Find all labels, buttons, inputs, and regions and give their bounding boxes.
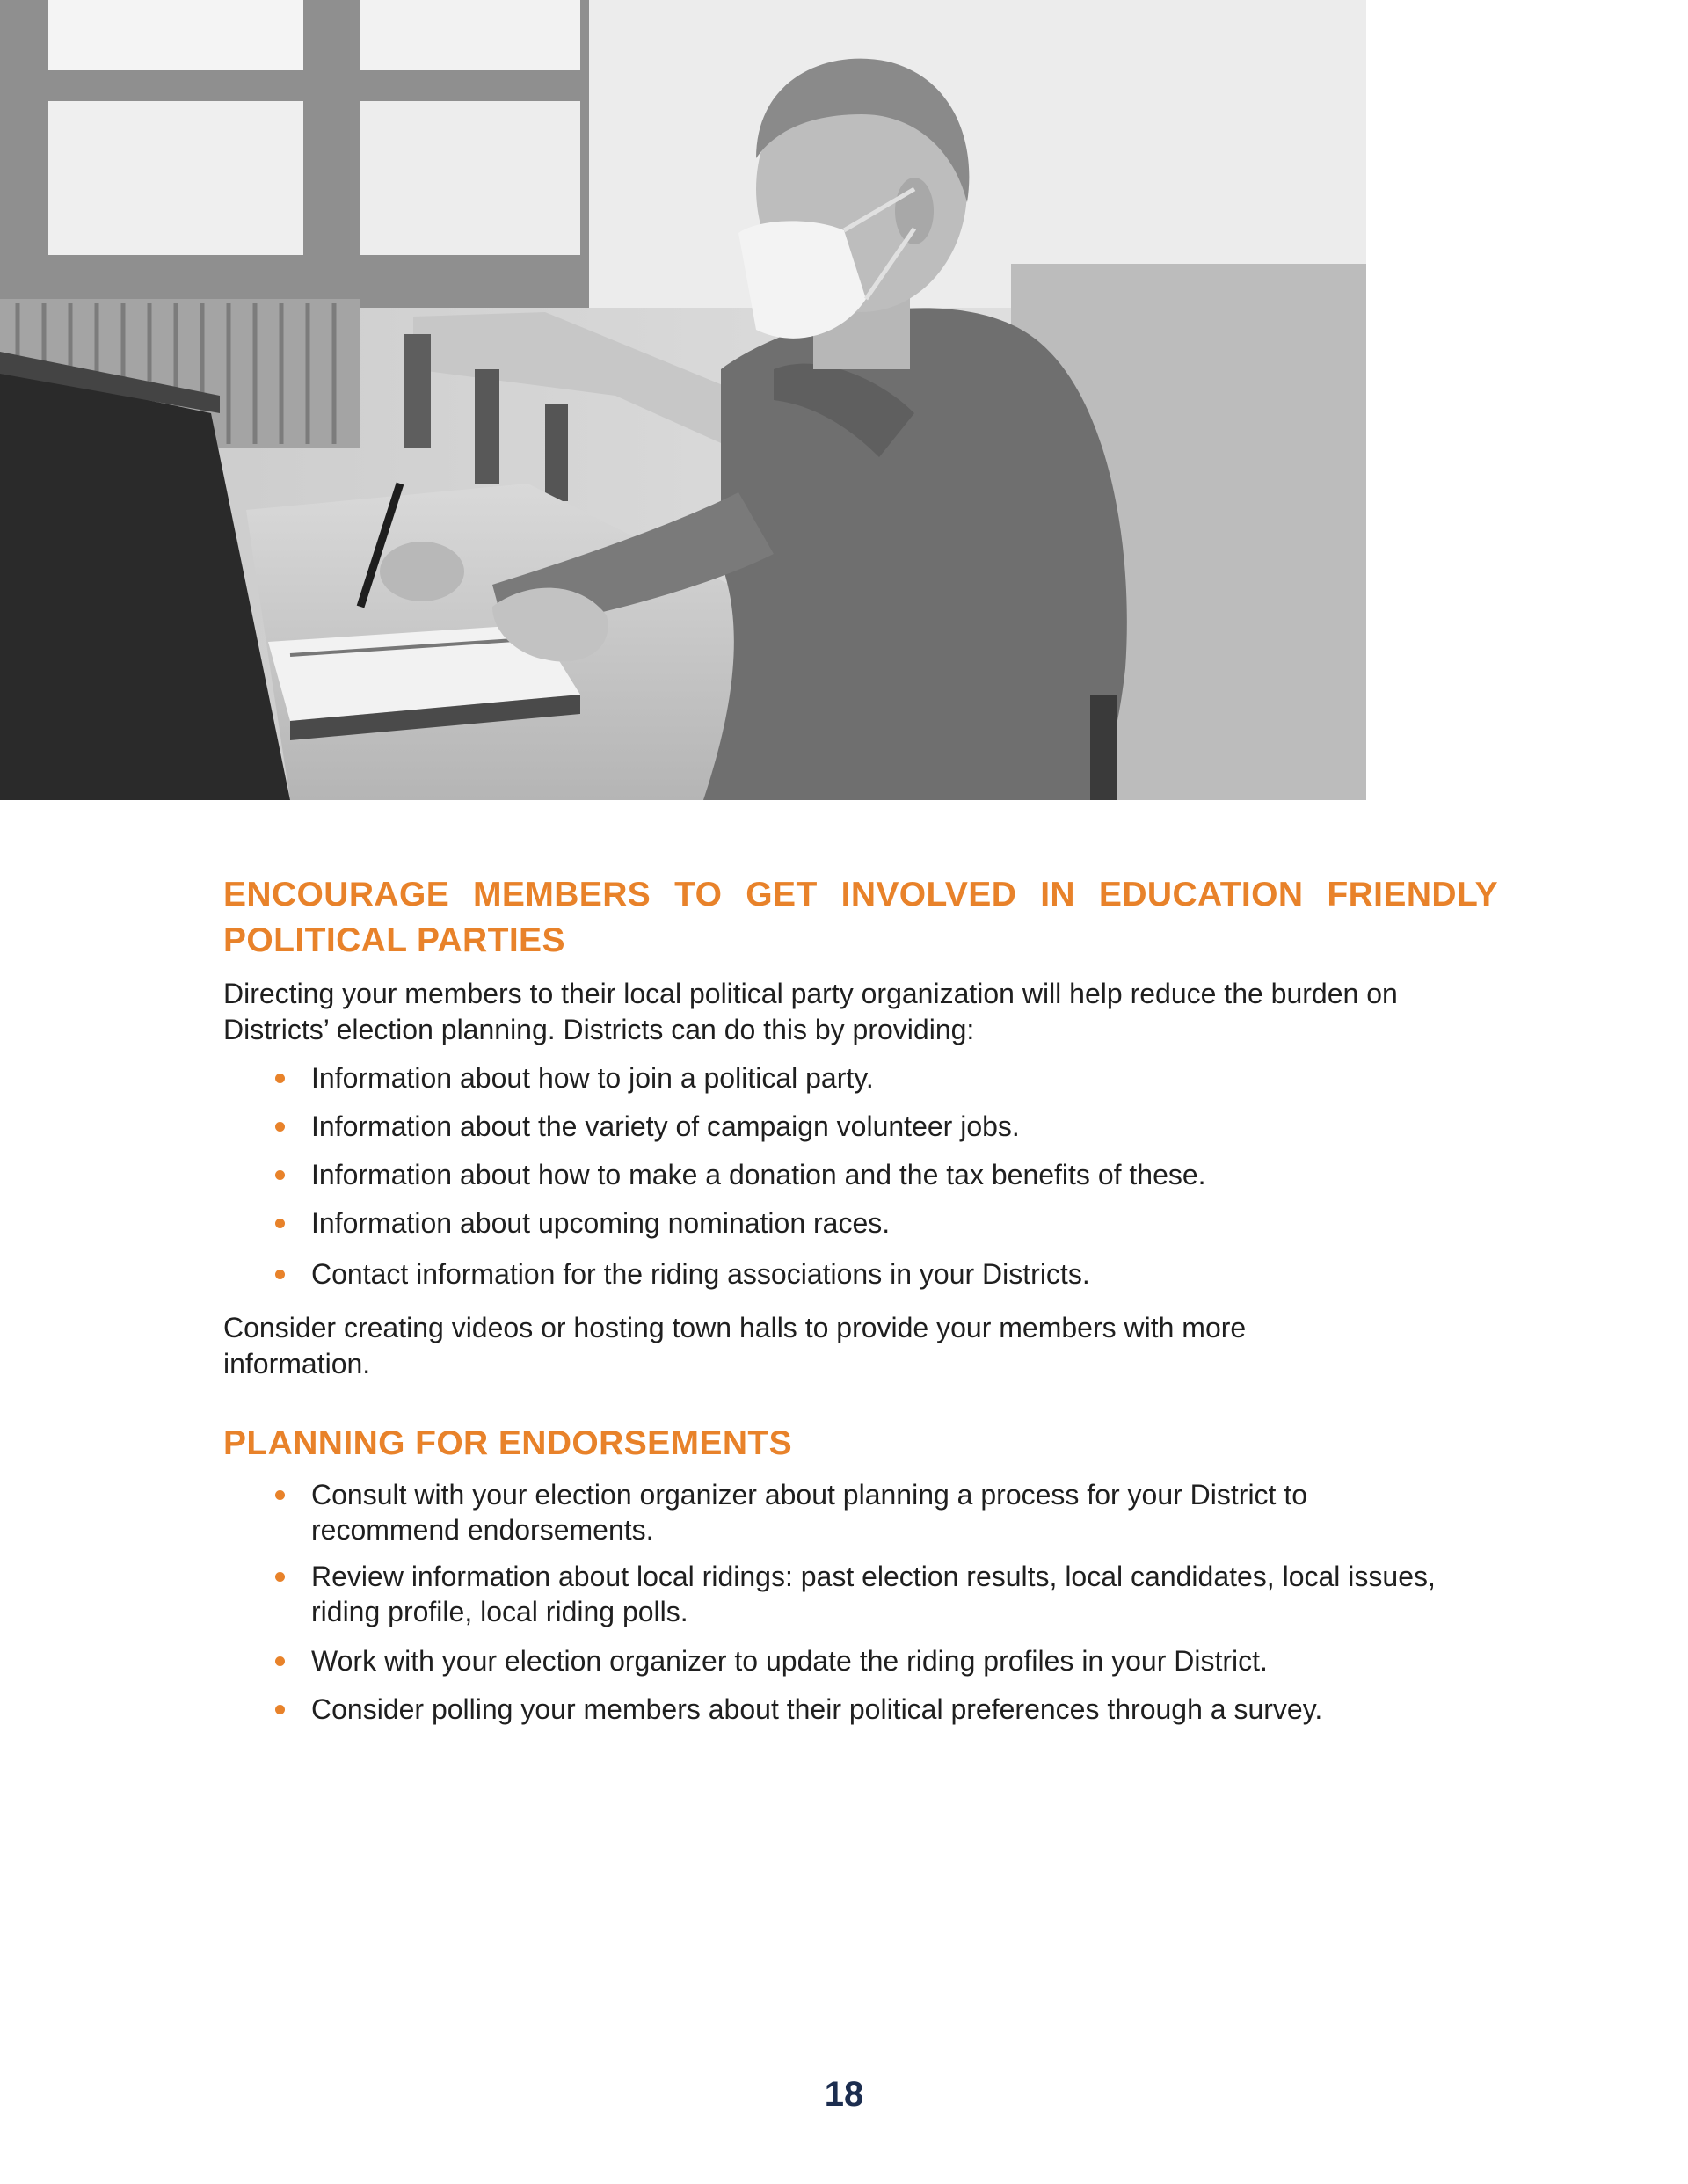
bullet-icon bbox=[275, 1122, 285, 1132]
intro-paragraph: Directing your members to their local political party organization will help reduce the burden on Districts’ election planning. Districts can do this by providing: bbox=[223, 978, 1398, 1045]
section-intro bbox=[223, 976, 1472, 1048]
list-item-text: Review information about local ridings: past election results, local candidates, local issues, riding profile, local riding polls. bbox=[311, 1561, 1436, 1627]
list-item-text: Information about upcoming nomination races. bbox=[311, 1207, 891, 1239]
bullet-icon bbox=[275, 1270, 285, 1279]
bullet-list-endorsements bbox=[223, 1477, 1454, 1740]
bullet-icon bbox=[275, 1170, 285, 1180]
bullet-list-political bbox=[223, 1060, 1498, 1305]
list-item-text: Consider polling your members about their political preferences through a survey. bbox=[311, 1693, 1323, 1725]
list-item bbox=[223, 1205, 1498, 1256]
bullet-icon bbox=[275, 1572, 285, 1582]
list-item bbox=[223, 1060, 1498, 1109]
section-heading-political-parties: ENCOURAGE MEMBERS TO GET INVOLVED IN EDUCATION FRIENDLY POLITICAL PARTIES bbox=[223, 876, 1498, 959]
bullet-icon bbox=[275, 1490, 285, 1500]
list-item-text: Consult with your election organizer about planning a process for your District to recommend endorsements. bbox=[311, 1479, 1308, 1546]
section-heading-endorsements: PLANNING FOR ENDORSEMENTS bbox=[223, 1424, 793, 1462]
section-endorsements bbox=[223, 1421, 1498, 1467]
page-number: 18 bbox=[824, 2075, 864, 2114]
list-item-text: Information about how to join a political party. bbox=[311, 1062, 874, 1094]
list-item bbox=[223, 1477, 1454, 1559]
list-item-text: Contact information for the riding associations in your Districts. bbox=[311, 1258, 1090, 1290]
list-item bbox=[223, 1109, 1498, 1157]
list-item-text: Information about the variety of campaign volunteer jobs. bbox=[311, 1110, 1020, 1142]
bullet-icon bbox=[275, 1656, 285, 1666]
list-item bbox=[223, 1643, 1454, 1692]
photo-illustration bbox=[0, 0, 1366, 800]
list-item-text: Work with your election organizer to update the riding profiles in your District. bbox=[311, 1645, 1268, 1677]
section-political-parties bbox=[223, 872, 1498, 964]
list-item bbox=[223, 1559, 1454, 1643]
list-item bbox=[223, 1692, 1454, 1740]
bullet-icon bbox=[275, 1219, 285, 1228]
bullet-icon bbox=[275, 1705, 285, 1714]
list-item bbox=[223, 1256, 1498, 1305]
header-photo bbox=[0, 0, 1366, 800]
outro-paragraph: Consider creating videos or hosting town halls to provide your members with more information. bbox=[223, 1312, 1247, 1380]
section-outro bbox=[223, 1310, 1278, 1382]
bullet-icon bbox=[275, 1074, 285, 1083]
list-item bbox=[223, 1157, 1498, 1205]
list-item-text: Information about how to make a donation and the tax benefits of these. bbox=[311, 1159, 1206, 1190]
